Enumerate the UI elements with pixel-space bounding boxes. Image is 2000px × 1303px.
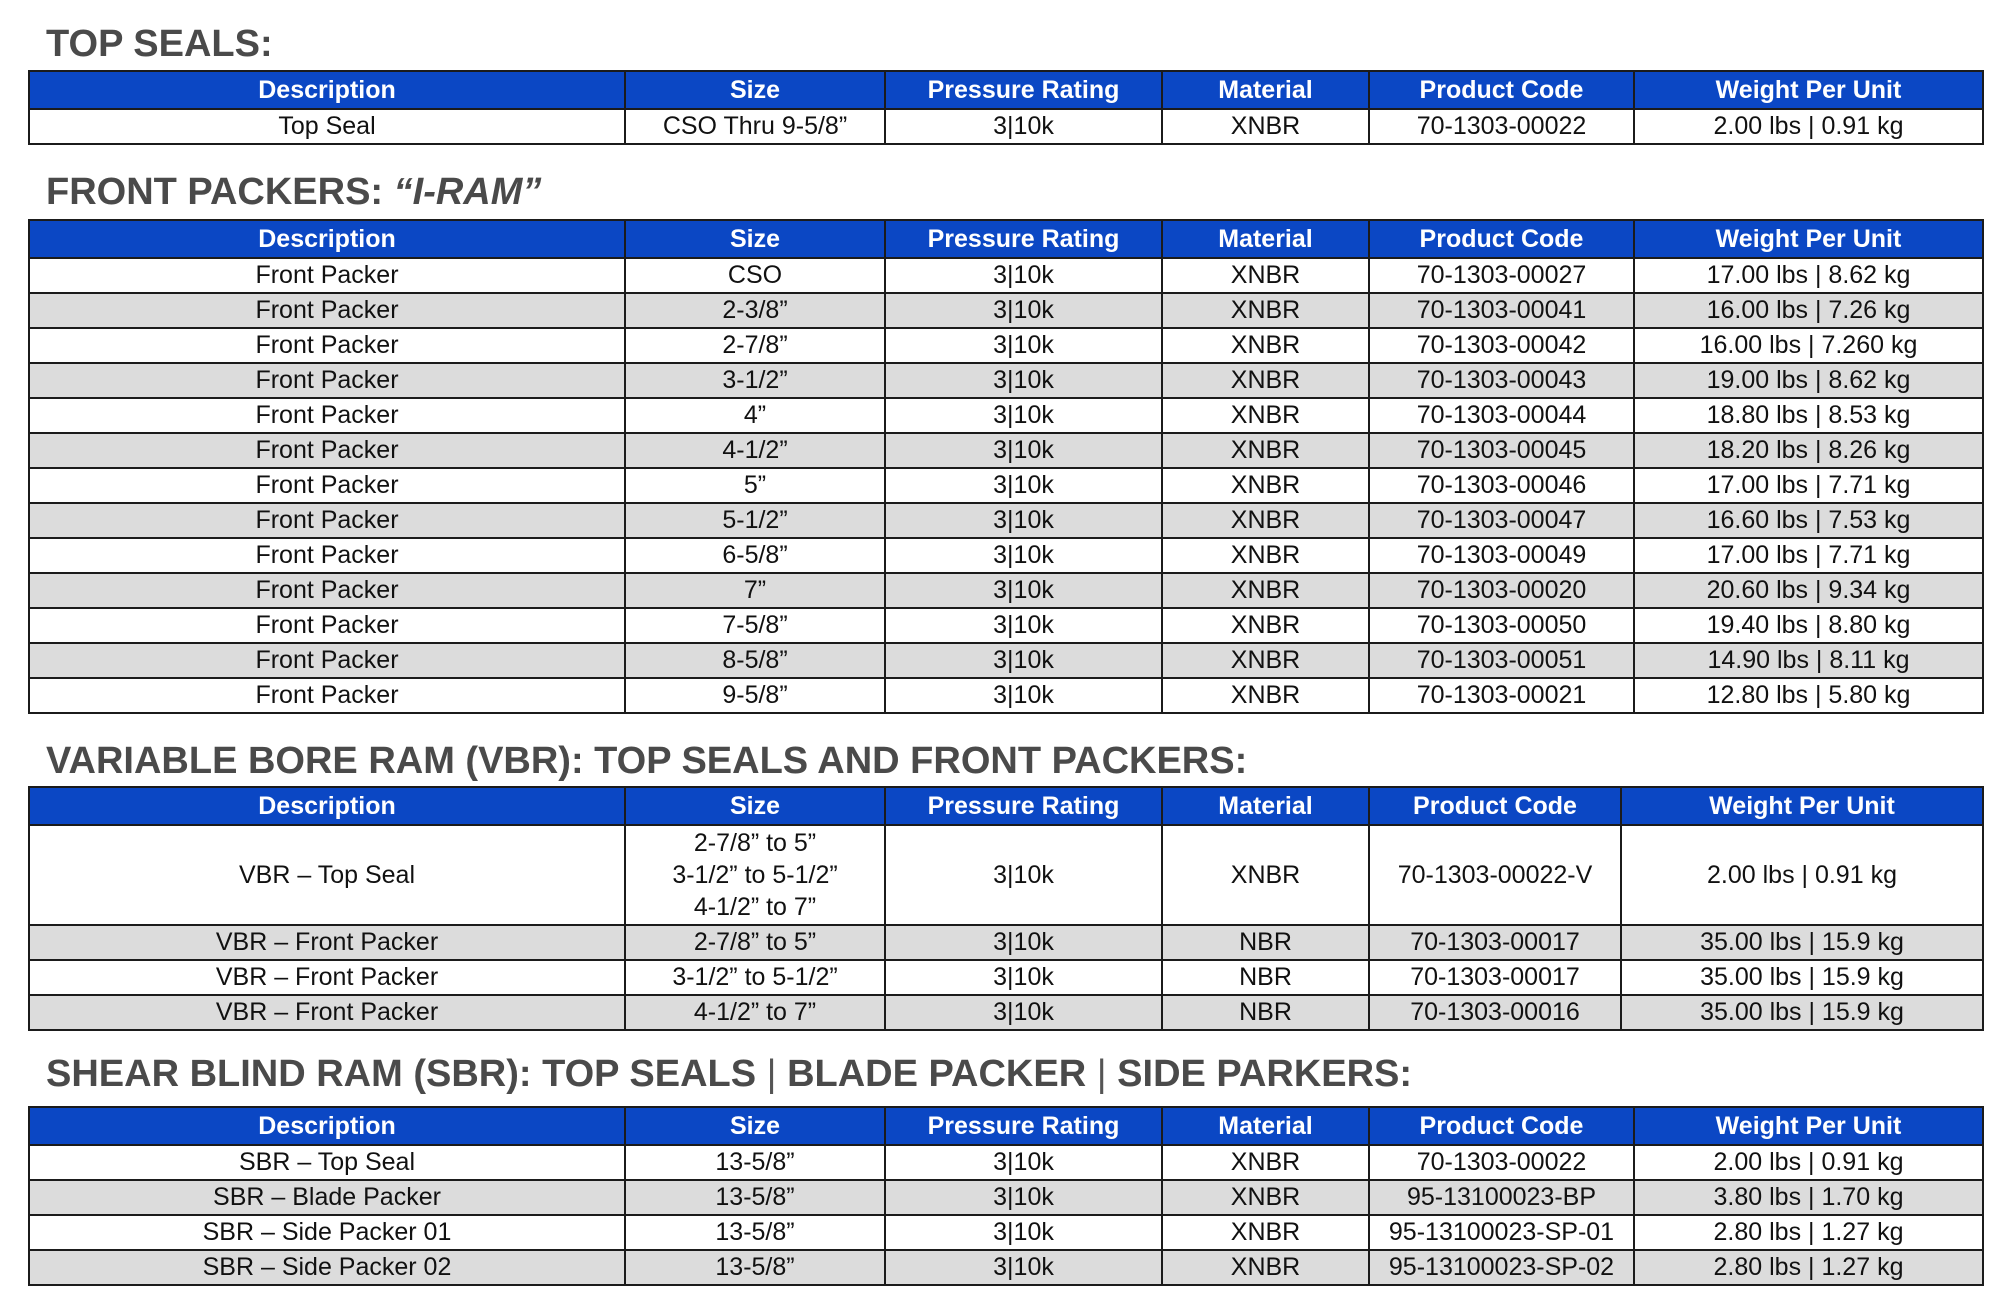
header-product-code: Product Code bbox=[1369, 787, 1621, 825]
header-pressure-rating: Pressure Rating bbox=[885, 220, 1162, 258]
table-row bbox=[29, 293, 1983, 328]
table-row-vbr-top-seal bbox=[29, 825, 1983, 925]
section-title-part-3: SIDE PARKERS: bbox=[1117, 1053, 1413, 1095]
cell-pressure-rating: 3|10k bbox=[885, 925, 1162, 960]
section-title-part-1: SHEAR BLIND RAM (SBR): TOP SEALS bbox=[46, 1053, 757, 1095]
section-title-vbr bbox=[46, 741, 1247, 781]
cell-weight: 18.20 lbs | 8.26 kg bbox=[1634, 433, 1983, 468]
cell-size: 5” bbox=[625, 468, 885, 503]
cell-product-code: 70-1303-00022 bbox=[1369, 1145, 1634, 1180]
cell-weight: 2.00 lbs | 0.91 kg bbox=[1621, 825, 1983, 925]
vbr-table bbox=[28, 786, 1984, 1031]
cell-description: SBR – Side Packer 02 bbox=[29, 1250, 625, 1285]
cell-pressure-rating: 3|10k bbox=[885, 1180, 1162, 1215]
cell-description: Front Packer bbox=[29, 538, 625, 573]
cell-weight: 2.00 lbs | 0.91 kg bbox=[1634, 109, 1983, 144]
table-header-row bbox=[29, 71, 1983, 109]
cell-pressure-rating: 3|10k bbox=[885, 109, 1162, 144]
cell-product-code: 70-1303-00046 bbox=[1369, 468, 1634, 503]
cell-product-code: 70-1303-00020 bbox=[1369, 573, 1634, 608]
sbr-table bbox=[28, 1106, 1984, 1286]
cell-pressure-rating: 3|10k bbox=[885, 293, 1162, 328]
cell-product-code: 70-1303-00049 bbox=[1369, 538, 1634, 573]
cell-weight: 2.00 lbs | 0.91 kg bbox=[1634, 1145, 1983, 1180]
table-row bbox=[29, 468, 1983, 503]
cell-weight: 20.60 lbs | 9.34 kg bbox=[1634, 573, 1983, 608]
header-size: Size bbox=[625, 220, 885, 258]
table-row bbox=[29, 363, 1983, 398]
cell-description: Front Packer bbox=[29, 258, 625, 293]
cell-material: XNBR bbox=[1162, 468, 1369, 503]
table-row bbox=[29, 643, 1983, 678]
cell-product-code: 70-1303-00050 bbox=[1369, 608, 1634, 643]
cell-size: 2-7/8” to 5” bbox=[625, 925, 885, 960]
cell-description: Front Packer bbox=[29, 503, 625, 538]
section-title-text: FRONT PACKERS: bbox=[46, 171, 384, 213]
cell-pressure-rating: 3|10k bbox=[885, 503, 1162, 538]
cell-pressure-rating: 3|10k bbox=[885, 678, 1162, 713]
cell-weight: 35.00 lbs | 15.9 kg bbox=[1621, 925, 1983, 960]
cell-pressure-rating: 3|10k bbox=[885, 468, 1162, 503]
cell-size: 2-3/8” bbox=[625, 293, 885, 328]
table-row bbox=[29, 1180, 1983, 1215]
table-header-row bbox=[29, 220, 1983, 258]
cell-size: 13-5/8” bbox=[625, 1145, 885, 1180]
cell-product-code: 70-1303-00022-V bbox=[1369, 825, 1621, 925]
cell-product-code: 70-1303-00017 bbox=[1369, 925, 1621, 960]
size-range-2: 3-1/2” to 5-1/2” bbox=[672, 861, 838, 889]
cell-material: XNBR bbox=[1162, 678, 1369, 713]
cell-weight: 16.60 lbs | 7.53 kg bbox=[1634, 503, 1983, 538]
cell-material: NBR bbox=[1162, 960, 1369, 995]
cell-product-code: 70-1303-00022 bbox=[1369, 109, 1634, 144]
cell-pressure-rating: 3|10k bbox=[885, 363, 1162, 398]
header-material: Material bbox=[1162, 71, 1369, 109]
table-row bbox=[29, 995, 1983, 1030]
table-row bbox=[29, 608, 1983, 643]
cell-pressure-rating: 3|10k bbox=[885, 995, 1162, 1030]
cell-product-code: 70-1303-00021 bbox=[1369, 678, 1634, 713]
cell-weight: 16.00 lbs | 7.260 kg bbox=[1634, 328, 1983, 363]
cell-description: VBR – Top Seal bbox=[29, 825, 625, 925]
cell-weight: 3.80 lbs | 1.70 kg bbox=[1634, 1180, 1983, 1215]
table-header-row bbox=[29, 787, 1983, 825]
header-pressure-rating: Pressure Rating bbox=[885, 1107, 1162, 1145]
table-row bbox=[29, 678, 1983, 713]
cell-material: XNBR bbox=[1162, 538, 1369, 573]
cell-material: NBR bbox=[1162, 925, 1369, 960]
table-header-row bbox=[29, 1107, 1983, 1145]
cell-pressure-rating: 3|10k bbox=[885, 1215, 1162, 1250]
header-size: Size bbox=[625, 71, 885, 109]
header-material: Material bbox=[1162, 220, 1369, 258]
cell-size: 4-1/2” to 7” bbox=[625, 995, 885, 1030]
table-row bbox=[29, 925, 1983, 960]
table-row bbox=[29, 433, 1983, 468]
cell-description: Front Packer bbox=[29, 328, 625, 363]
cell-weight: 35.00 lbs | 15.9 kg bbox=[1621, 960, 1983, 995]
table-row bbox=[29, 109, 1983, 144]
cell-material: XNBR bbox=[1162, 1250, 1369, 1285]
cell-material: XNBR bbox=[1162, 608, 1369, 643]
cell-product-code: 70-1303-00051 bbox=[1369, 643, 1634, 678]
table-row bbox=[29, 398, 1983, 433]
table-row bbox=[29, 960, 1983, 995]
front-packers-table bbox=[28, 219, 1984, 714]
cell-description: Top Seal bbox=[29, 109, 625, 144]
header-pressure-rating: Pressure Rating bbox=[885, 787, 1162, 825]
cell-product-code: 70-1303-00043 bbox=[1369, 363, 1634, 398]
cell-weight: 19.00 lbs | 8.62 kg bbox=[1634, 363, 1983, 398]
header-description: Description bbox=[29, 787, 625, 825]
cell-size: 5-1/2” bbox=[625, 503, 885, 538]
cell-weight: 16.00 lbs | 7.26 kg bbox=[1634, 293, 1983, 328]
cell-product-code: 70-1303-00016 bbox=[1369, 995, 1621, 1030]
size-range-3: 4-1/2” to 7” bbox=[693, 893, 817, 921]
table-row bbox=[29, 573, 1983, 608]
table-row bbox=[29, 1250, 1983, 1285]
section-title-text: VARIABLE BORE RAM (VBR): TOP SEALS AND FRONT PACKERS: bbox=[46, 740, 1248, 782]
cell-size: 3-1/2” bbox=[625, 363, 885, 398]
cell-product-code: 70-1303-00044 bbox=[1369, 398, 1634, 433]
cell-pressure-rating: 3|10k bbox=[885, 258, 1162, 293]
cell-description: Front Packer bbox=[29, 363, 625, 398]
title-separator: | bbox=[1096, 1053, 1118, 1095]
cell-size: 4-1/2” bbox=[625, 433, 885, 468]
cell-material: XNBR bbox=[1162, 1180, 1369, 1215]
cell-size: CSO bbox=[625, 258, 885, 293]
cell-size: 8-5/8” bbox=[625, 643, 885, 678]
cell-product-code: 70-1303-00042 bbox=[1369, 328, 1634, 363]
cell-weight: 2.80 lbs | 1.27 kg bbox=[1634, 1215, 1983, 1250]
cell-size: 13-5/8” bbox=[625, 1180, 885, 1215]
cell-weight: 17.00 lbs | 7.71 kg bbox=[1634, 538, 1983, 573]
header-description: Description bbox=[29, 220, 625, 258]
cell-material: XNBR bbox=[1162, 433, 1369, 468]
cell-material: XNBR bbox=[1162, 825, 1369, 925]
cell-material: XNBR bbox=[1162, 363, 1369, 398]
cell-size: CSO Thru 9-5/8” bbox=[625, 109, 885, 144]
cell-size: 9-5/8” bbox=[625, 678, 885, 713]
cell-weight: 17.00 lbs | 7.71 kg bbox=[1634, 468, 1983, 503]
cell-product-code: 70-1303-00045 bbox=[1369, 433, 1634, 468]
cell-product-code: 70-1303-00047 bbox=[1369, 503, 1634, 538]
top-seals-table bbox=[28, 70, 1984, 145]
cell-weight: 12.80 lbs | 5.80 kg bbox=[1634, 678, 1983, 713]
cell-pressure-rating: 3|10k bbox=[885, 538, 1162, 573]
header-product-code: Product Code bbox=[1369, 71, 1634, 109]
header-weight-per-unit: Weight Per Unit bbox=[1634, 1107, 1983, 1145]
cell-material: XNBR bbox=[1162, 1145, 1369, 1180]
cell-description: Front Packer bbox=[29, 398, 625, 433]
size-range-1: 2-7/8” to 5” bbox=[693, 829, 817, 857]
cell-product-code: 95-13100023-SP-02 bbox=[1369, 1250, 1634, 1285]
cell-material: XNBR bbox=[1162, 328, 1369, 363]
section-title-text: TOP SEALS: bbox=[46, 23, 273, 65]
cell-pressure-rating: 3|10k bbox=[885, 643, 1162, 678]
cell-product-code: 95-13100023-SP-01 bbox=[1369, 1215, 1634, 1250]
cell-size: 6-5/8” bbox=[625, 538, 885, 573]
header-weight-per-unit: Weight Per Unit bbox=[1634, 220, 1983, 258]
section-title-emphasis: “I-RAM” bbox=[393, 171, 542, 213]
cell-size: 2-7/8” bbox=[625, 328, 885, 363]
cell-description: SBR – Top Seal bbox=[29, 1145, 625, 1180]
cell-weight: 35.00 lbs | 15.9 kg bbox=[1621, 995, 1983, 1030]
cell-size: 7” bbox=[625, 573, 885, 608]
cell-product-code: 70-1303-00041 bbox=[1369, 293, 1634, 328]
cell-description: Front Packer bbox=[29, 468, 625, 503]
table-row bbox=[29, 328, 1983, 363]
cell-product-code: 95-13100023-BP bbox=[1369, 1180, 1634, 1215]
table-row bbox=[29, 503, 1983, 538]
header-pressure-rating: Pressure Rating bbox=[885, 71, 1162, 109]
cell-pressure-rating: 3|10k bbox=[885, 1145, 1162, 1180]
header-material: Material bbox=[1162, 787, 1369, 825]
header-description: Description bbox=[29, 71, 625, 109]
cell-description: Front Packer bbox=[29, 573, 625, 608]
cell-material: XNBR bbox=[1162, 643, 1369, 678]
cell-size: 3-1/2” to 5-1/2” bbox=[625, 960, 885, 995]
section-title-front-packers bbox=[46, 172, 541, 212]
header-size: Size bbox=[625, 1107, 885, 1145]
cell-size-ranges bbox=[625, 825, 885, 925]
cell-weight: 17.00 lbs | 8.62 kg bbox=[1634, 258, 1983, 293]
cell-description: SBR – Side Packer 01 bbox=[29, 1215, 625, 1250]
title-separator: | bbox=[766, 1053, 788, 1095]
cell-weight: 19.40 lbs | 8.80 kg bbox=[1634, 608, 1983, 643]
table-row bbox=[29, 258, 1983, 293]
section-title-sbr bbox=[46, 1054, 1412, 1094]
cell-material: XNBR bbox=[1162, 293, 1369, 328]
cell-product-code: 70-1303-00017 bbox=[1369, 960, 1621, 995]
cell-material: XNBR bbox=[1162, 573, 1369, 608]
cell-weight: 18.80 lbs | 8.53 kg bbox=[1634, 398, 1983, 433]
cell-size: 7-5/8” bbox=[625, 608, 885, 643]
cell-material: XNBR bbox=[1162, 503, 1369, 538]
cell-size: 13-5/8” bbox=[625, 1215, 885, 1250]
header-product-code: Product Code bbox=[1369, 220, 1634, 258]
section-title-top-seals bbox=[46, 24, 273, 64]
cell-description: SBR – Blade Packer bbox=[29, 1180, 625, 1215]
cell-description: VBR – Front Packer bbox=[29, 925, 625, 960]
cell-weight: 14.90 lbs | 8.11 kg bbox=[1634, 643, 1983, 678]
cell-size: 4” bbox=[625, 398, 885, 433]
cell-material: XNBR bbox=[1162, 258, 1369, 293]
header-weight-per-unit: Weight Per Unit bbox=[1634, 71, 1983, 109]
header-material: Material bbox=[1162, 1107, 1369, 1145]
cell-pressure-rating: 3|10k bbox=[885, 960, 1162, 995]
cell-material: XNBR bbox=[1162, 398, 1369, 433]
header-product-code: Product Code bbox=[1369, 1107, 1634, 1145]
cell-pressure-rating: 3|10k bbox=[885, 328, 1162, 363]
cell-description: VBR – Front Packer bbox=[29, 960, 625, 995]
header-size: Size bbox=[625, 787, 885, 825]
header-description: Description bbox=[29, 1107, 625, 1145]
cell-size: 13-5/8” bbox=[625, 1250, 885, 1285]
cell-description: Front Packer bbox=[29, 678, 625, 713]
cell-material: XNBR bbox=[1162, 109, 1369, 144]
cell-description: Front Packer bbox=[29, 608, 625, 643]
cell-description: Front Packer bbox=[29, 433, 625, 468]
cell-description: Front Packer bbox=[29, 643, 625, 678]
table-row bbox=[29, 538, 1983, 573]
table-row bbox=[29, 1215, 1983, 1250]
cell-weight: 2.80 lbs | 1.27 kg bbox=[1634, 1250, 1983, 1285]
cell-pressure-rating: 3|10k bbox=[885, 825, 1162, 925]
cell-pressure-rating: 3|10k bbox=[885, 398, 1162, 433]
cell-product-code: 70-1303-00027 bbox=[1369, 258, 1634, 293]
cell-pressure-rating: 3|10k bbox=[885, 433, 1162, 468]
cell-pressure-rating: 3|10k bbox=[885, 573, 1162, 608]
cell-pressure-rating: 3|10k bbox=[885, 1250, 1162, 1285]
cell-material: XNBR bbox=[1162, 1215, 1369, 1250]
table-row bbox=[29, 1145, 1983, 1180]
section-title-part-2: BLADE PACKER bbox=[787, 1053, 1087, 1095]
cell-pressure-rating: 3|10k bbox=[885, 608, 1162, 643]
cell-description: VBR – Front Packer bbox=[29, 995, 625, 1030]
cell-material: NBR bbox=[1162, 995, 1369, 1030]
cell-description: Front Packer bbox=[29, 293, 625, 328]
header-weight-per-unit: Weight Per Unit bbox=[1621, 787, 1983, 825]
